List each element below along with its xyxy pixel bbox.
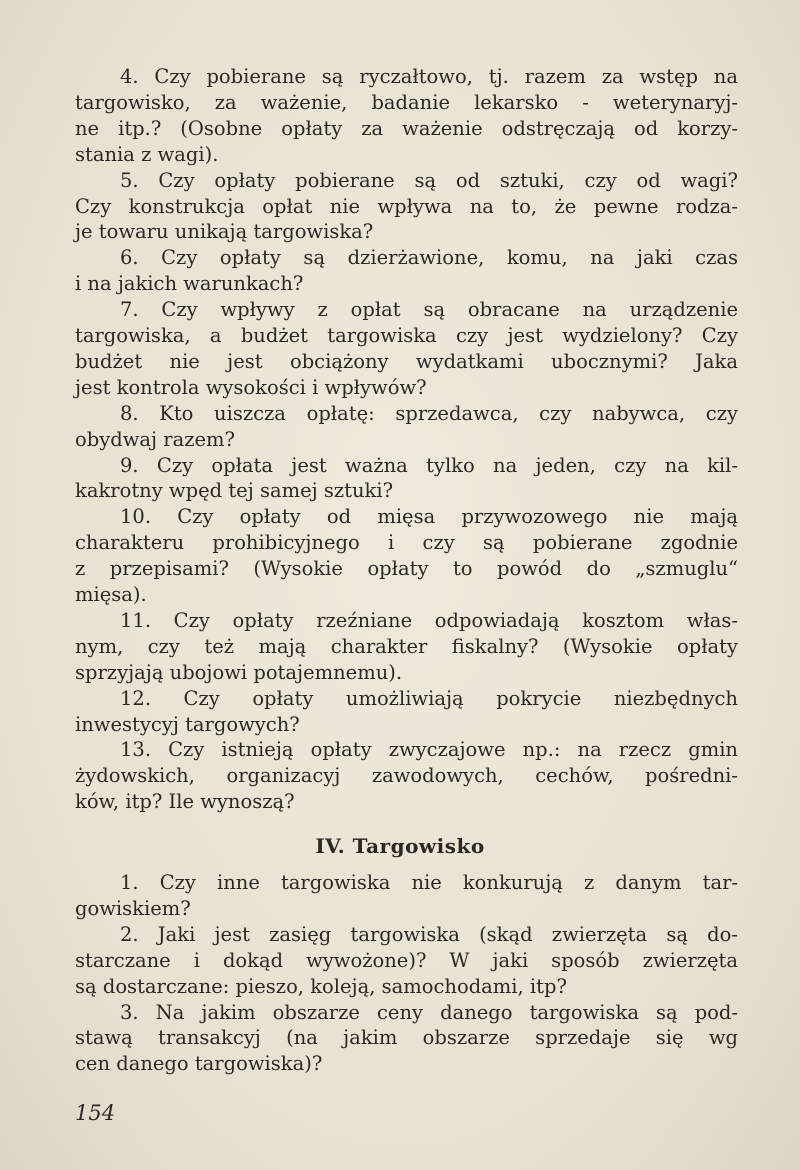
text-line: Czy konstrukcja opłat nie wpływa na to, że pewne rodza- <box>75 194 738 218</box>
text-line: kakrotny wpęd tej samej sztuki? <box>75 479 394 503</box>
text-line: je towaru unikają targowiska? <box>75 220 374 244</box>
text-line: inwestycyj targowych? <box>75 712 300 736</box>
text-line: budżet nie jest obciążony wydatkami ubocznymi? Jaka <box>75 349 738 373</box>
text-line: i na jakich warunkach? <box>75 272 304 296</box>
text-line: ków, itp? Ile wynoszą? <box>75 790 295 814</box>
text-line: 10. Czy opłaty od mięsa przywozowego nie mają <box>120 505 738 529</box>
text-line: stania z wagi). <box>75 142 219 166</box>
text-line: są dostarczane: pieszo, koleją, samochodami, itp? <box>75 974 567 998</box>
page-number: 154 <box>75 1101 116 1125</box>
text-line: stawą transakcyj (na jakim obszarze sprzedaje się wg <box>75 1026 738 1050</box>
text-line: targowisko, za ważenie, badanie lekarsko - weterynaryj- <box>75 90 738 114</box>
text-line: 9. Czy opłata jest ważna tylko na jeden, czy na kil- <box>120 453 738 477</box>
text-line: żydowskich, organizacyj zawodowych, cechów, pośredni- <box>75 764 738 788</box>
text-line: mięsa). <box>75 583 147 606</box>
text-line: 8. Kto uiszcza opłatę: sprzedawca, czy nabywca, czy <box>120 401 738 425</box>
text-line: jest kontrola wysokości i wpływów? <box>75 375 427 399</box>
text-line: nym, czy też mają charakter fiskalny? (Wysokie opłaty <box>75 634 738 658</box>
text-line: 13. Czy istnieją opłaty zwyczajowe np.: na rzecz gmin <box>120 738 738 762</box>
text-line: 2. Jaki jest zasięg targowiska (skąd zwierzęta są do- <box>120 922 738 946</box>
text-line: charakteru prohibicyjnego i czy są pobierane zgodnie <box>75 531 738 555</box>
text-line: 4. Czy pobierane są ryczałtowo, tj. razem za wstęp na <box>120 65 738 88</box>
text-line: 1. Czy inne targowiska nie konkurują z danym tar- <box>120 871 738 894</box>
text-line: targowiska, a budżet targowiska czy jest wydzielony? Czy <box>75 324 738 347</box>
text-line: sprzyjają ubojowi potajemnemu). <box>75 660 403 684</box>
section-heading: IV. Targowisko <box>315 834 485 858</box>
text-line: 6. Czy opłaty są dzierżawione, komu, na jaki czas <box>120 246 738 270</box>
text-line: 7. Czy wpływy z opłat są obracane na urządzenie <box>120 298 738 322</box>
text-line: gowiskiem? <box>75 896 191 920</box>
text-line: 3. Na jakim obszarze ceny danego targowiska są pod- <box>120 1000 738 1024</box>
text-line: 5. Czy opłaty pobierane są od sztuki, czy od wagi? <box>120 168 738 192</box>
text-line: ne itp.? (Osobne opłaty za ważenie odstręczają od korzy- <box>75 116 738 140</box>
text-line: obydwaj razem? <box>75 427 235 451</box>
text-line: starczane i dokąd wywożone)? W jaki sposób zwierzęta <box>75 948 738 972</box>
text-line: z przepisami? (Wysokie opłaty to powód do „szmuglu“ <box>75 557 738 581</box>
text-line: 12. Czy opłaty umożliwiają pokrycie niezbędnych <box>120 686 738 710</box>
text-line: 11. Czy opłaty rzeźniane odpowiadają kosztom włas- <box>120 608 738 632</box>
text-line: cen danego targowiska)? <box>75 1052 323 1076</box>
